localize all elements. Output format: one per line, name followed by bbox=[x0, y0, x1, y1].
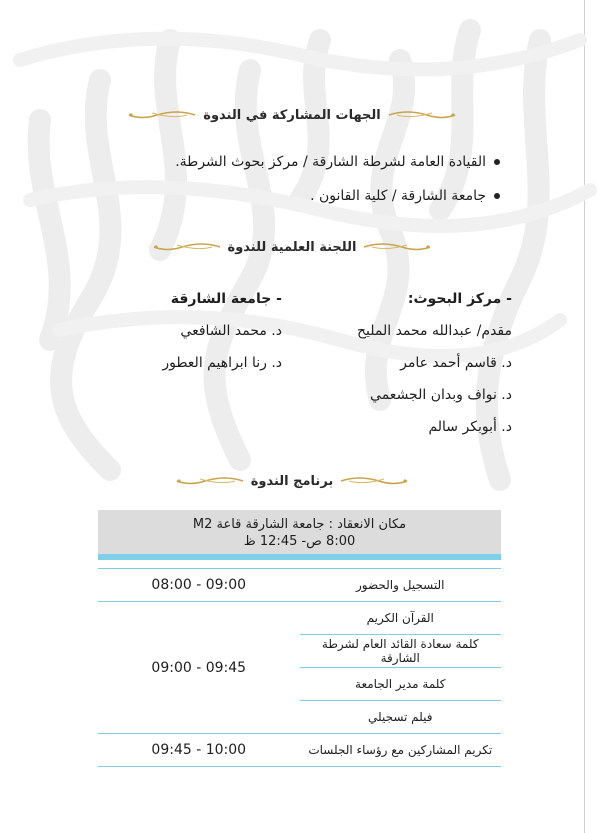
program-heading bbox=[0, 466, 584, 496]
committee-member: د. نواف وبدان الجشعمي bbox=[370, 387, 512, 403]
committee-member: د. محمد الشافعي bbox=[180, 323, 282, 339]
activity-cell: التسجيل والحضور bbox=[300, 569, 502, 602]
university-heading: - جامعة الشارقة bbox=[170, 291, 282, 307]
committee-member: مقدم/ عبدالله محمد المليح bbox=[356, 323, 512, 339]
list-item: القيادة العامة لشرطة الشارقة / مركز بحوث الشرطة. bbox=[80, 152, 500, 172]
committee-heading bbox=[0, 232, 584, 262]
time-cell: 08:00 - 09:00 bbox=[98, 569, 300, 602]
ornament-left-icon bbox=[152, 239, 222, 255]
activity-cell: كلمة مدير الجامعة bbox=[300, 668, 502, 701]
ornament-right-icon bbox=[339, 473, 409, 489]
committee-member: د. قاسم أحمد عامر bbox=[400, 355, 512, 371]
schedule-accent-bar bbox=[98, 554, 501, 560]
ornament-right-icon bbox=[387, 107, 457, 123]
research-center-heading: - مركز البحوث: bbox=[407, 291, 512, 307]
time-cell: 09:00 - 09:45 bbox=[98, 602, 300, 734]
ornament-right-icon bbox=[362, 239, 432, 255]
bullet-icon bbox=[494, 193, 500, 199]
schedule-header bbox=[98, 510, 501, 554]
participants-title: الجهات المشاركة في الندوة bbox=[203, 107, 381, 123]
activity-cell: القرآن الكريم bbox=[300, 602, 502, 635]
time-cell: 09:45 - 10:00 bbox=[98, 734, 300, 767]
activity-cell: كلمة سعادة القائد العام لشرطة الشارقة bbox=[300, 635, 502, 668]
committee-title: اللجنة العلمية للندوة bbox=[227, 239, 357, 255]
participants-list bbox=[80, 152, 500, 220]
schedule-grid bbox=[98, 568, 501, 767]
schedule-venue: مكان الانعقاد : جامعة الشارقة قاعة M2 bbox=[192, 517, 407, 532]
committee-member: د. رنا ابراهيم العطور bbox=[162, 355, 282, 371]
bullet-icon bbox=[494, 159, 500, 165]
committee-member: د. أبوبكر سالم bbox=[428, 419, 512, 435]
activity-cell: فيلم تسجيلي bbox=[300, 701, 502, 734]
ornament-left-icon bbox=[127, 107, 197, 123]
schedule-table bbox=[98, 510, 501, 767]
activity-cell: تكريم المشاركين مع رؤساء الجلسات bbox=[300, 734, 502, 767]
table-row bbox=[98, 602, 501, 635]
program-title: برنامج الندوة bbox=[250, 473, 334, 489]
university-column bbox=[82, 289, 282, 385]
list-item: جامعة الشارقة / كلية القانون . bbox=[80, 186, 500, 206]
table-row bbox=[98, 569, 501, 602]
research-center-column bbox=[272, 289, 512, 449]
ornament-left-icon bbox=[175, 473, 245, 489]
participants-heading bbox=[0, 100, 584, 130]
table-row bbox=[98, 734, 501, 767]
schedule-time: 8:00 ص- 12:45 ظ bbox=[243, 534, 356, 549]
